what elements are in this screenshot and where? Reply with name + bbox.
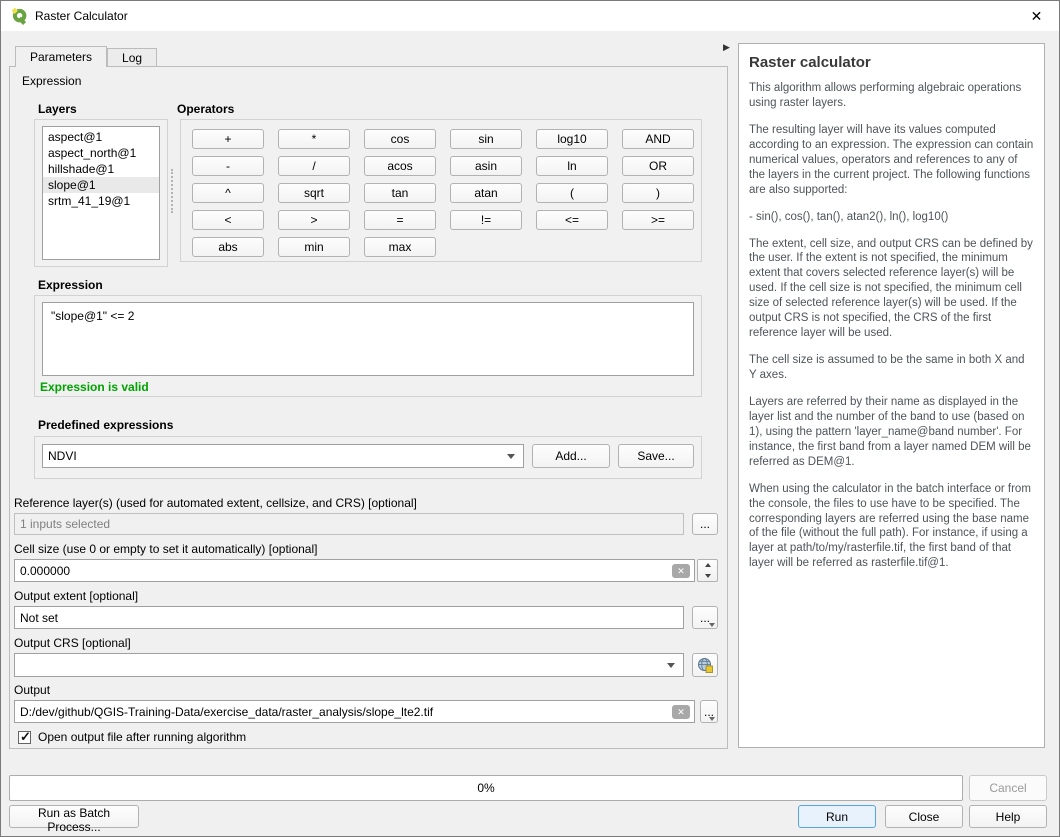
predefined-selected-value: NDVI xyxy=(48,449,77,463)
layer-item[interactable]: hillshade@1 xyxy=(48,162,115,176)
operator-button-^[interactable]: ^ xyxy=(192,183,264,203)
operator-button-<=[interactable]: <= xyxy=(536,210,608,230)
splitter-handle[interactable] xyxy=(171,169,173,213)
cell-size-stepper[interactable] xyxy=(697,559,718,582)
help-paragraph: - sin(), cos(), tan(), atan2(), ln(), log10() xyxy=(749,210,949,223)
open-output-row xyxy=(18,730,246,744)
help-paragraph: This algorithm allows performing algebraic operations using raster layers. xyxy=(749,82,1022,109)
run-button[interactable]: Run xyxy=(798,805,876,828)
help-paragraphs xyxy=(749,81,1034,571)
operator-button-+[interactable]: + xyxy=(192,129,264,149)
chevron-down-icon xyxy=(507,454,515,459)
tab-parameters[interactable]: Parameters xyxy=(15,46,107,67)
cancel-button[interactable]: Cancel xyxy=(969,775,1047,801)
select-crs-button[interactable] xyxy=(692,653,718,677)
progress-bar xyxy=(9,775,963,801)
operator-button-<[interactable]: < xyxy=(192,210,264,230)
save-button[interactable]: Save... xyxy=(618,444,694,468)
cell-size-field[interactable] xyxy=(14,559,695,582)
chevron-down-icon xyxy=(667,663,675,668)
output-path-input[interactable] xyxy=(20,705,694,719)
spin-down-icon[interactable] xyxy=(698,571,717,582)
operator-button-AND[interactable]: AND xyxy=(622,129,694,149)
clear-icon[interactable]: ✕ xyxy=(672,564,690,578)
layer-item[interactable]: slope@1 xyxy=(43,177,159,193)
qgis-logo-icon xyxy=(11,7,29,25)
layers-list[interactable] xyxy=(42,126,160,260)
output-browse-button[interactable] xyxy=(700,700,718,723)
operator-button-=[interactable]: = xyxy=(364,210,436,230)
close-button[interactable]: Close xyxy=(885,805,963,828)
operator-button-ln[interactable]: ln xyxy=(536,156,608,176)
operator-button-tan[interactable]: tan xyxy=(364,183,436,203)
expression-valid-status: Expression is valid xyxy=(40,380,149,394)
layer-item[interactable]: aspect_north@1 xyxy=(48,146,137,160)
operator-button-cos[interactable]: cos xyxy=(364,129,436,149)
cell-size-input[interactable] xyxy=(20,564,694,578)
layer-item[interactable]: srtm_41_19@1 xyxy=(48,194,131,208)
operator-button-)[interactable]: ) xyxy=(622,183,694,203)
clear-icon[interactable]: ✕ xyxy=(672,705,690,719)
operator-button-max[interactable]: max xyxy=(364,237,436,257)
operator-button-OR[interactable]: OR xyxy=(622,156,694,176)
operator-button--[interactable]: - xyxy=(192,156,264,176)
output-extent-label: Output extent [optional] xyxy=(14,589,139,603)
open-output-checkbox[interactable] xyxy=(18,731,31,744)
tab-bar xyxy=(9,46,157,67)
chevron-down-icon xyxy=(709,717,715,721)
help-button[interactable]: Help xyxy=(969,805,1047,828)
operator-button-sqrt[interactable]: sqrt xyxy=(278,183,350,203)
titlebar xyxy=(1,1,1059,31)
operator-button-min[interactable]: min xyxy=(278,237,350,257)
collapse-panel-icon[interactable]: ▶ xyxy=(723,42,730,52)
output-extent-value: Not set xyxy=(20,610,59,625)
layer-item[interactable]: aspect@1 xyxy=(48,130,103,144)
output-field[interactable] xyxy=(14,700,695,723)
progress-value: 0% xyxy=(477,781,495,795)
output-crs-select[interactable] xyxy=(14,653,684,677)
ellipsis-label: ... xyxy=(699,610,710,625)
help-paragraph: Layers are referred by their name as displayed in the layer list and the number of the band to use (based on 1), using the pattern 'layer_name@band number'. For instance, the first band from a layer named DEM will be referred as DEM@1. xyxy=(749,395,1031,468)
help-paragraph: When using the calculator in the batch interface or from the console, the files to use have to be specified. The corresponding layers are referred using the base name of the file (without the full path). For instance, if using a layer at path/to/my/rasterfile.tif, the first band of that layer will be referred as rasterfile.tif@1. xyxy=(749,482,1031,570)
layers-label: Layers xyxy=(38,102,77,116)
reference-layers-label: Reference layer(s) (used for automated extent, cellsize, and CRS) [optional] xyxy=(14,496,417,510)
operator-button-acos[interactable]: acos xyxy=(364,156,436,176)
expression-group-label: Expression xyxy=(22,74,82,88)
operators-label: Operators xyxy=(177,102,235,116)
chevron-down-icon xyxy=(709,623,715,627)
operator-button-/[interactable]: / xyxy=(278,156,350,176)
ellipsis-label: ... xyxy=(703,704,714,719)
help-panel xyxy=(738,43,1045,748)
operators-grid xyxy=(192,129,694,264)
predefined-select[interactable] xyxy=(42,444,524,468)
output-label: Output xyxy=(14,683,51,697)
help-paragraph: The resulting layer will have its values computed according to an expression. The expression can contain numerical values, operators and references to any of the layers in the current project. The following functions are also supported: xyxy=(749,123,1034,196)
operator-button-([interactable]: ( xyxy=(536,183,608,203)
output-extent-field[interactable] xyxy=(14,606,684,629)
operator-button-*[interactable]: * xyxy=(278,129,350,149)
output-extent-browse-button[interactable] xyxy=(692,606,718,629)
globe-icon xyxy=(697,657,713,673)
open-output-label: Open output file after running algorithm xyxy=(38,730,247,744)
help-paragraph: The cell size is assumed to be the same in both X and Y axes. xyxy=(749,354,1025,381)
reference-browse-button[interactable]: ... xyxy=(692,513,718,535)
operator-button->=[interactable]: >= xyxy=(622,210,694,230)
operator-button->[interactable]: > xyxy=(278,210,350,230)
help-title: Raster calculator xyxy=(749,54,871,71)
operator-button-log10[interactable]: log10 xyxy=(536,129,608,149)
output-crs-label: Output CRS [optional] xyxy=(14,636,131,650)
run-as-batch-button[interactable]: Run as Batch Process... xyxy=(9,805,139,828)
reference-layers-value: 1 inputs selected xyxy=(20,517,111,531)
window-title: Raster Calculator xyxy=(35,9,128,23)
help-paragraph: The extent, cell size, and output CRS can be defined by the user. If the extent is not specified, the minimum extent that covers selected reference layer(s) will be used. If the cell size is not specified, the minimum cell size of selected reference layer(s) will be used. If the output CRS is not specified, the CRS of the first reference layer will be used. xyxy=(749,237,1033,340)
cell-size-label: Cell size (use 0 or empty to set it automatically) [optional] xyxy=(14,542,318,556)
tab-log[interactable]: Log xyxy=(107,48,157,67)
operator-button-!=[interactable]: != xyxy=(450,210,522,230)
operator-button-abs[interactable]: abs xyxy=(192,237,264,257)
close-icon[interactable]: ✕ xyxy=(1030,8,1043,24)
spin-up-icon[interactable] xyxy=(698,560,717,571)
operator-button-atan[interactable]: atan xyxy=(450,183,522,203)
reference-layers-field[interactable] xyxy=(14,513,684,535)
add-button[interactable]: Add... xyxy=(532,444,610,468)
operator-button-sin[interactable]: sin xyxy=(450,129,522,149)
predefined-expressions-label: Predefined expressions xyxy=(38,418,174,432)
parameters-panel xyxy=(9,66,728,749)
expression-label: Expression xyxy=(38,278,103,292)
expression-input[interactable] xyxy=(42,302,694,376)
operator-button-asin[interactable]: asin xyxy=(450,156,522,176)
